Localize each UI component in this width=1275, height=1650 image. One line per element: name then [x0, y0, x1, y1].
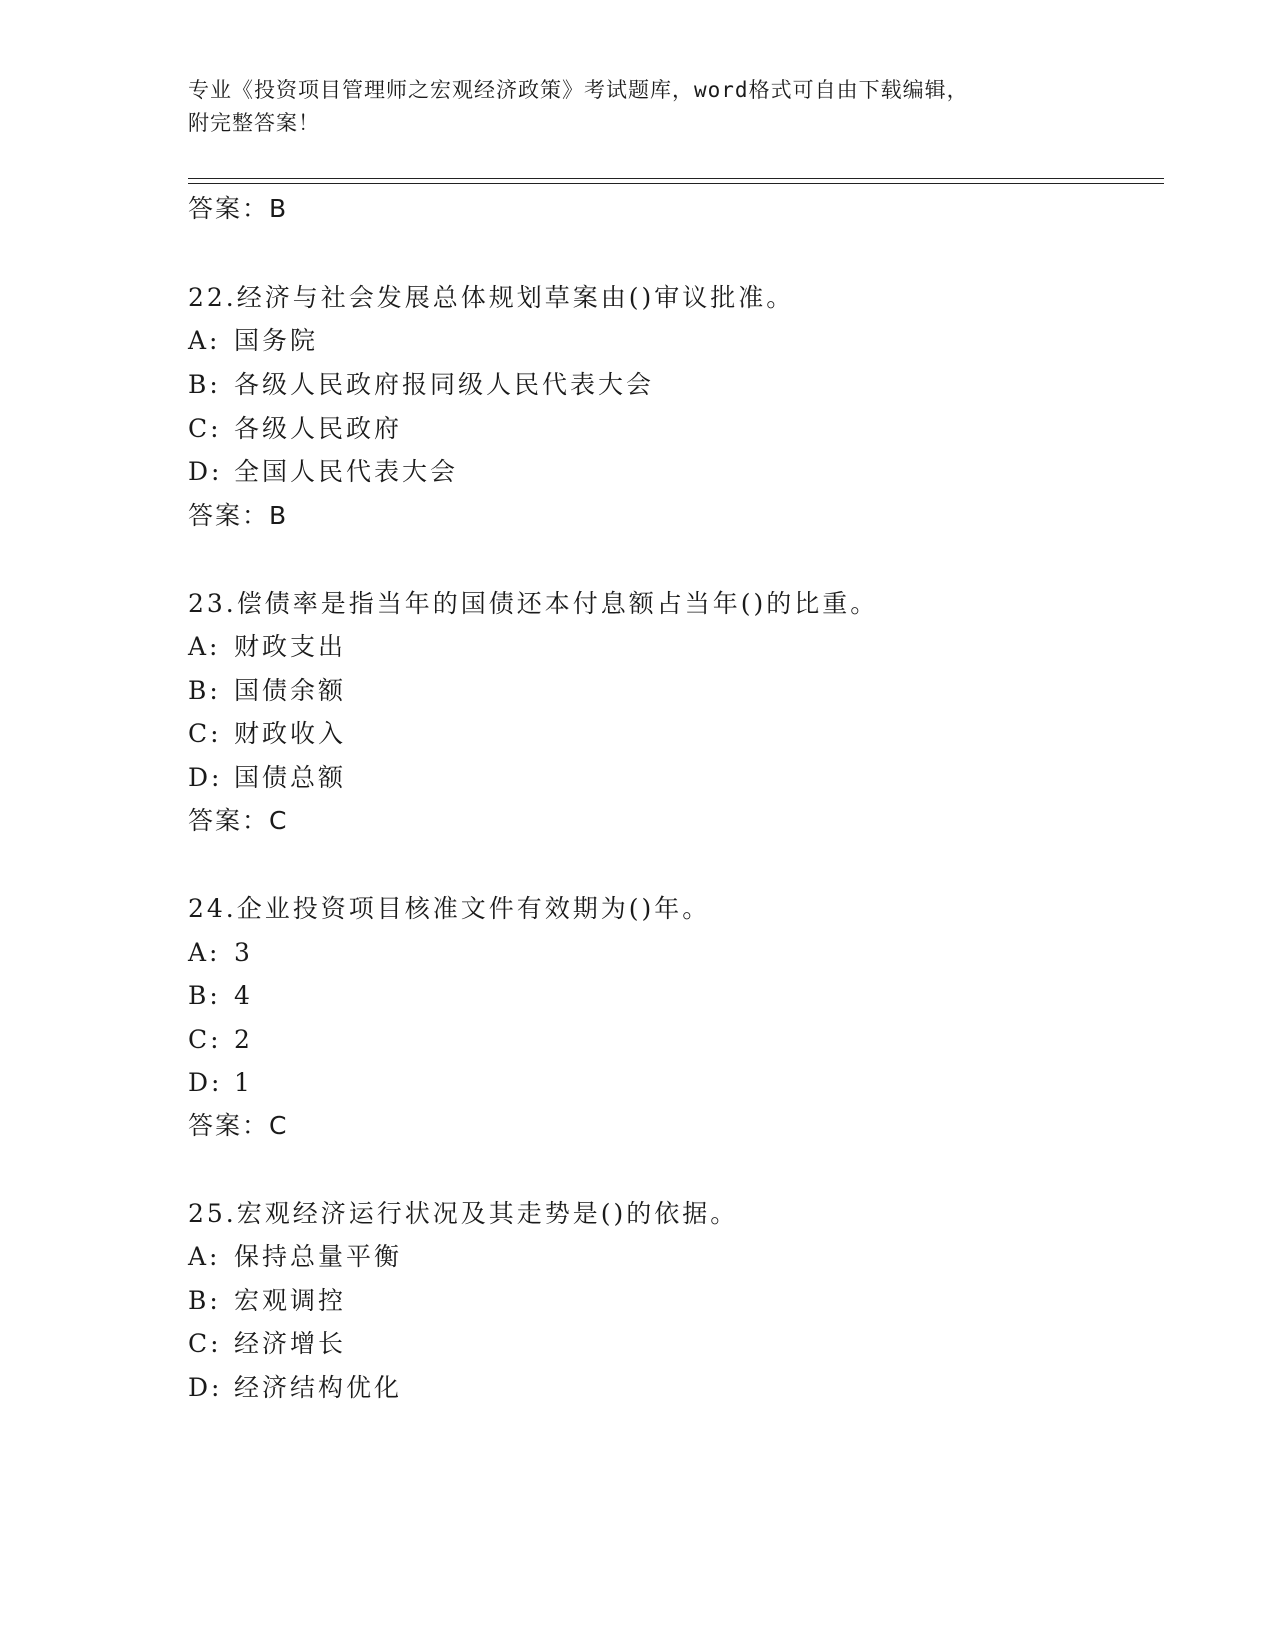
- option-letter: B:: [188, 370, 221, 399]
- option-d: [188, 456, 458, 488]
- header-line-2: 附完整答案！: [188, 111, 320, 135]
- option-letter: A:: [188, 1242, 221, 1271]
- option-text: 国债总额: [234, 763, 347, 792]
- option-b: [188, 1285, 346, 1317]
- option-letter: D:: [188, 1068, 223, 1097]
- option-letter: A:: [188, 326, 221, 355]
- option-letter: D:: [188, 1373, 223, 1402]
- option-b: [188, 980, 253, 1012]
- question-stem: 22.经济与社会发展总体规划草案由()审议批准。: [188, 283, 795, 312]
- option-letter: B:: [188, 981, 221, 1010]
- option-text: 2: [234, 1025, 253, 1054]
- header-divider-bottom: [188, 183, 1164, 184]
- option-text: 3: [234, 938, 253, 967]
- option-text: 经济结构优化: [234, 1373, 403, 1402]
- question-stem: 24.企业投资项目核准文件有效期为()年。: [188, 894, 711, 923]
- option-letter: C:: [188, 719, 222, 748]
- option-text: 全国人民代表大会: [234, 457, 459, 486]
- answer-value: C: [269, 806, 289, 835]
- question-stem: 23.偿债率是指当年的国债还本付息额占当年()的比重。: [188, 589, 879, 618]
- option-c: [188, 413, 402, 445]
- option-b: [188, 675, 346, 707]
- answer-label: 答案：: [188, 501, 270, 530]
- option-letter: A:: [188, 632, 221, 661]
- option-text: 宏观调控: [234, 1286, 347, 1315]
- answer-line: [188, 1110, 288, 1142]
- answer-value: B: [269, 194, 289, 223]
- question-stem: 25.宏观经济运行状况及其走势是()的依据。: [188, 1199, 739, 1228]
- option-a: [188, 1241, 402, 1273]
- answer-label: 答案：: [188, 806, 270, 835]
- option-text: 财政收入: [234, 719, 347, 748]
- document-header: [188, 74, 1088, 140]
- option-letter: C:: [188, 414, 222, 443]
- option-text: 1: [234, 1068, 253, 1097]
- option-text: 国债余额: [234, 676, 347, 705]
- option-c: [188, 1024, 253, 1056]
- option-c: [188, 718, 346, 750]
- option-text: 国务院: [234, 326, 319, 355]
- option-a: [188, 937, 253, 969]
- option-d: [188, 1372, 402, 1404]
- option-letter: B:: [188, 1286, 221, 1315]
- option-d: [188, 1067, 253, 1099]
- answer-line: [188, 500, 288, 532]
- option-c: [188, 1328, 346, 1360]
- answer-label: 答案：: [188, 1111, 270, 1140]
- option-text: 财政支出: [234, 632, 347, 661]
- option-b: [188, 369, 654, 401]
- option-a: [188, 631, 346, 663]
- option-text: 经济增长: [234, 1329, 347, 1358]
- option-letter: D:: [188, 763, 223, 792]
- option-letter: D:: [188, 457, 223, 486]
- header-divider-top: [188, 178, 1164, 179]
- header-line-1: 专业《投资项目管理师之宏观经济政策》考试题库，word格式可自由下载编辑，: [188, 78, 969, 102]
- option-letter: C:: [188, 1025, 222, 1054]
- answer-value: C: [269, 1111, 289, 1140]
- answer-line: [188, 193, 288, 225]
- option-text: 保持总量平衡: [234, 1242, 403, 1271]
- option-letter: A:: [188, 938, 221, 967]
- option-text: 4: [234, 981, 253, 1010]
- option-letter: B:: [188, 676, 221, 705]
- option-text: 各级人民政府报同级人民代表大会: [234, 370, 655, 399]
- option-text: 各级人民政府: [234, 414, 403, 443]
- option-letter: C:: [188, 1329, 222, 1358]
- answer-label: 答案：: [188, 194, 270, 223]
- answer-value: B: [269, 501, 289, 530]
- answer-line: [188, 805, 288, 837]
- option-d: [188, 762, 346, 794]
- option-a: [188, 325, 318, 357]
